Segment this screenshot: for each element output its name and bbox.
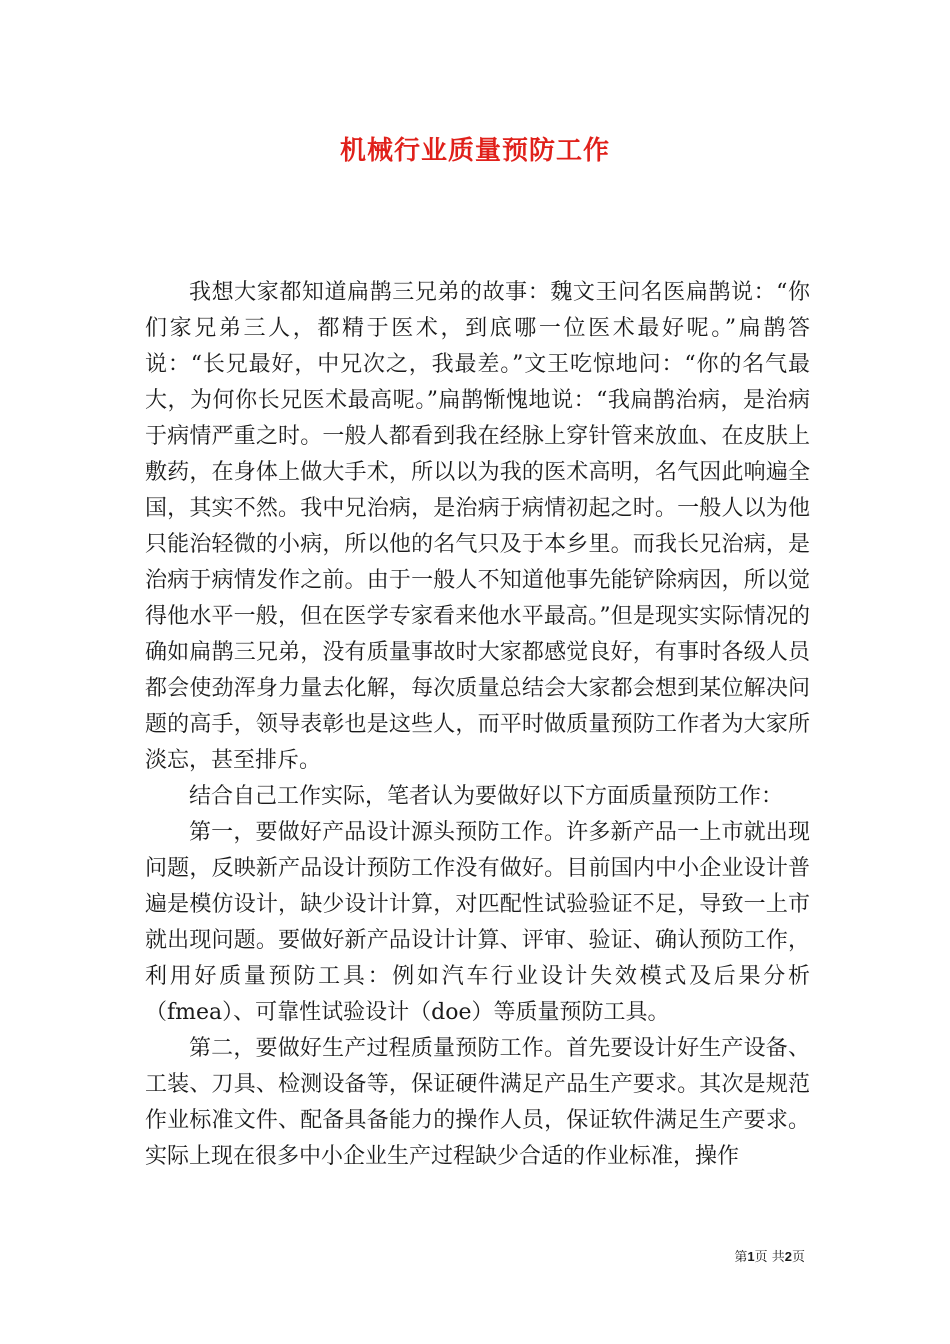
- document-body: [145, 275, 810, 1175]
- page-footer: [734, 1246, 805, 1265]
- footer-suffix: 页: [791, 1250, 805, 1265]
- paragraph-design-prevention: 第一，要做好产品设计源头预防工作。许多新产品一上市就出现问题，反映新产品设计预防工作没有做好。目前国内中小企业设计普遍是模仿设计，缺少设计计算，对匹配性试验验证不足，导致一上市就出现问题。要做好新产品设计计算、评审、验证、确认预防工作，利用好质量预防工具：例如汽车行业设计失效模式及后果分析（fmea）、可靠性试验设计（doe）等质量预防工具。: [145, 820, 810, 1025]
- footer-middle: 页 共: [754, 1250, 785, 1265]
- footer-total-pages: 2: [784, 1249, 792, 1264]
- footer-prefix: 第: [734, 1250, 748, 1265]
- footer-current-page: 1: [747, 1249, 755, 1264]
- paragraph-summary: 结合自己工作实际，笔者认为要做好以下方面质量预防工作：: [189, 784, 784, 809]
- paragraph-production-prevention: 第二，要做好生产过程质量预防工作。首先要设计好生产设备、工装、刀具、检测设备等，保证硬件满足产品生产要求。其次是规范作业标准文件、配备具备能力的操作人员，保证软件满足生产要求。实际上现在很多中小企业生产过程缺少合适的作业标准，操作: [145, 1036, 810, 1169]
- paragraph-intro-story: 我想大家都知道扁鹊三兄弟的故事：魏文王问名医扁鹊说：“你们家兄弟三人，都精于医术，到底哪一位医术最好呢。”扁鹊答说：“长兄最好，中兄次之，我最差。”文王吃惊地问：“你的名气最大，为何你长兄医术最高呢。”扁鹊惭愧地说：“我扁鹊治病，是治病于病情严重之时。一般人都看到我在经脉上穿针管来放血、在皮肤上敷药，在身体上做大手术，所以以为我的医术高明，名气因此响遍全国，其实不然。我中兄治病，是治病于病情初起之时。一般人以为他只能治轻微的小病，所以他的名气只及于本乡里。而我长兄治病，是治病于病情发作之前。由于一般人不知道他事先能铲除病因，所以觉得他水平一般，但在医学专家看来他水平最高。”但是现实实际情况的确如扁鹊三兄弟，没有质量事故时大家都感觉良好，有事时各级人员都会使劲浑身力量去化解，每次质量总结会大家都会想到某位解决问题的高手，领导表彰也是这些人，而平时做质量预防工作者为大家所淡忘，甚至排斥。: [145, 280, 810, 773]
- page-title: 机械行业质量预防工作: [339, 136, 610, 166]
